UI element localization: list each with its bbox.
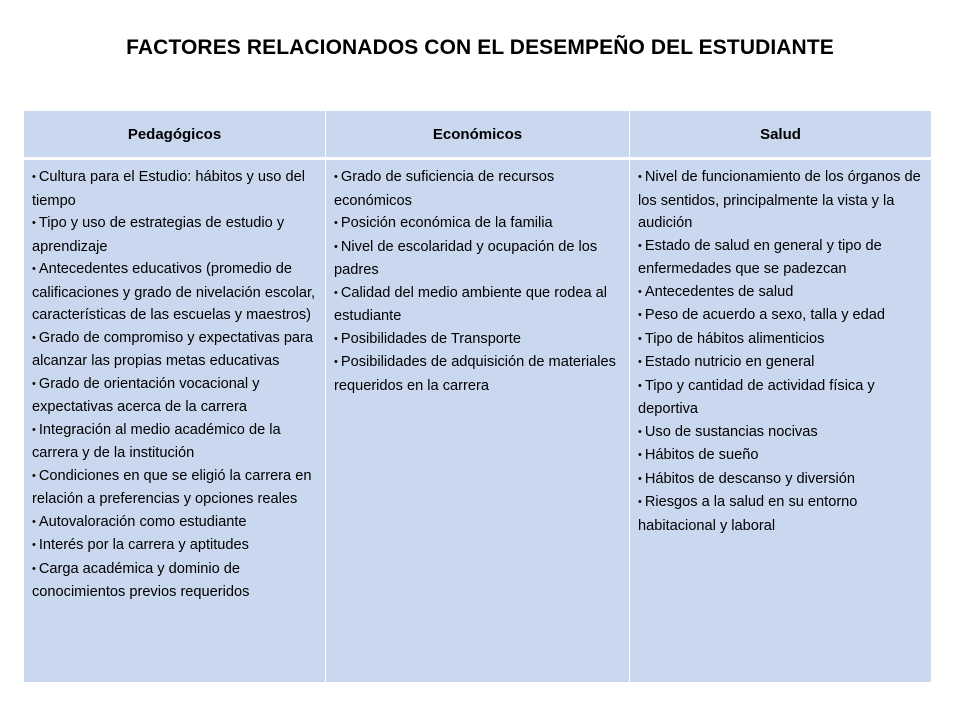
- list-item: • Grado de orientación vocacional y expectativas acerca de la carrera: [32, 373, 317, 419]
- factors-table: [23, 110, 932, 683]
- cell-economicos: [326, 159, 630, 683]
- list-item: • Nivel de escolaridad y ocupación de los padres: [334, 236, 621, 282]
- list-item: • Condiciones en que se eligió la carrera en relación a preferencias y opciones reales: [32, 465, 317, 511]
- list-item: • Grado de compromiso y expectativas para alcanzar las propias metas educativas: [32, 327, 317, 373]
- list-salud: [638, 166, 923, 537]
- list-item: • Tipo y uso de estrategias de estudio y aprendizaje: [32, 212, 317, 258]
- list-item: • Posición económica de la familia: [334, 212, 621, 236]
- list-item: • Carga académica y dominio de conocimientos previos requeridos: [32, 558, 317, 604]
- list-item: • Estado de salud en general y tipo de enfermedades que se padezcan: [638, 235, 923, 281]
- list-item: • Cultura para el Estudio: hábitos y uso del tiempo: [32, 166, 317, 212]
- list-item: • Estado nutricio en general: [638, 351, 923, 375]
- list-item: • Posibilidades de Transporte: [334, 328, 621, 352]
- table-row: [24, 159, 932, 683]
- list-economicos: [334, 166, 621, 397]
- header-pedagogicos: Pedagógicos: [24, 111, 326, 159]
- list-item: • Uso de sustancias nocivas: [638, 421, 923, 445]
- list-item: • Antecedentes de salud: [638, 281, 923, 305]
- list-pedagogicos: [32, 166, 317, 604]
- cell-salud: [630, 159, 932, 683]
- list-item: • Grado de suficiencia de recursos económicos: [334, 166, 621, 212]
- list-item: • Hábitos de sueño: [638, 444, 923, 468]
- list-item: • Tipo de hábitos alimenticios: [638, 328, 923, 352]
- list-item: • Calidad del medio ambiente que rodea al estudiante: [334, 282, 621, 328]
- cell-pedagogicos: [24, 159, 326, 683]
- header-economicos: Económicos: [326, 111, 630, 159]
- list-item: • Antecedentes educativos (promedio de calificaciones y grado de nivelación escolar, características de las escuelas y maestros): [32, 258, 317, 327]
- list-item: • Hábitos de descanso y diversión: [638, 468, 923, 492]
- page-title: FACTORES RELACIONADOS CON EL DESEMPEÑO DEL ESTUDIANTE: [126, 36, 834, 59]
- list-item: • Posibilidades de adquisición de materiales requeridos en la carrera: [334, 351, 621, 397]
- table-header-row: [24, 111, 932, 159]
- list-item: • Peso de acuerdo a sexo, talla y edad: [638, 304, 923, 328]
- list-item: • Tipo y cantidad de actividad física y deportiva: [638, 375, 923, 421]
- list-item: • Nivel de funcionamiento de los órganos de los sentidos, principalmente la vista y la audición: [638, 166, 923, 235]
- header-salud: Salud: [630, 111, 932, 159]
- list-item: • Riesgos a la salud en su entorno habitacional y laboral: [638, 491, 923, 537]
- list-item: • Integración al medio académico de la carrera y de la institución: [32, 419, 317, 465]
- list-item: • Autovaloración como estudiante: [32, 511, 317, 535]
- list-item: • Interés por la carrera y aptitudes: [32, 534, 317, 558]
